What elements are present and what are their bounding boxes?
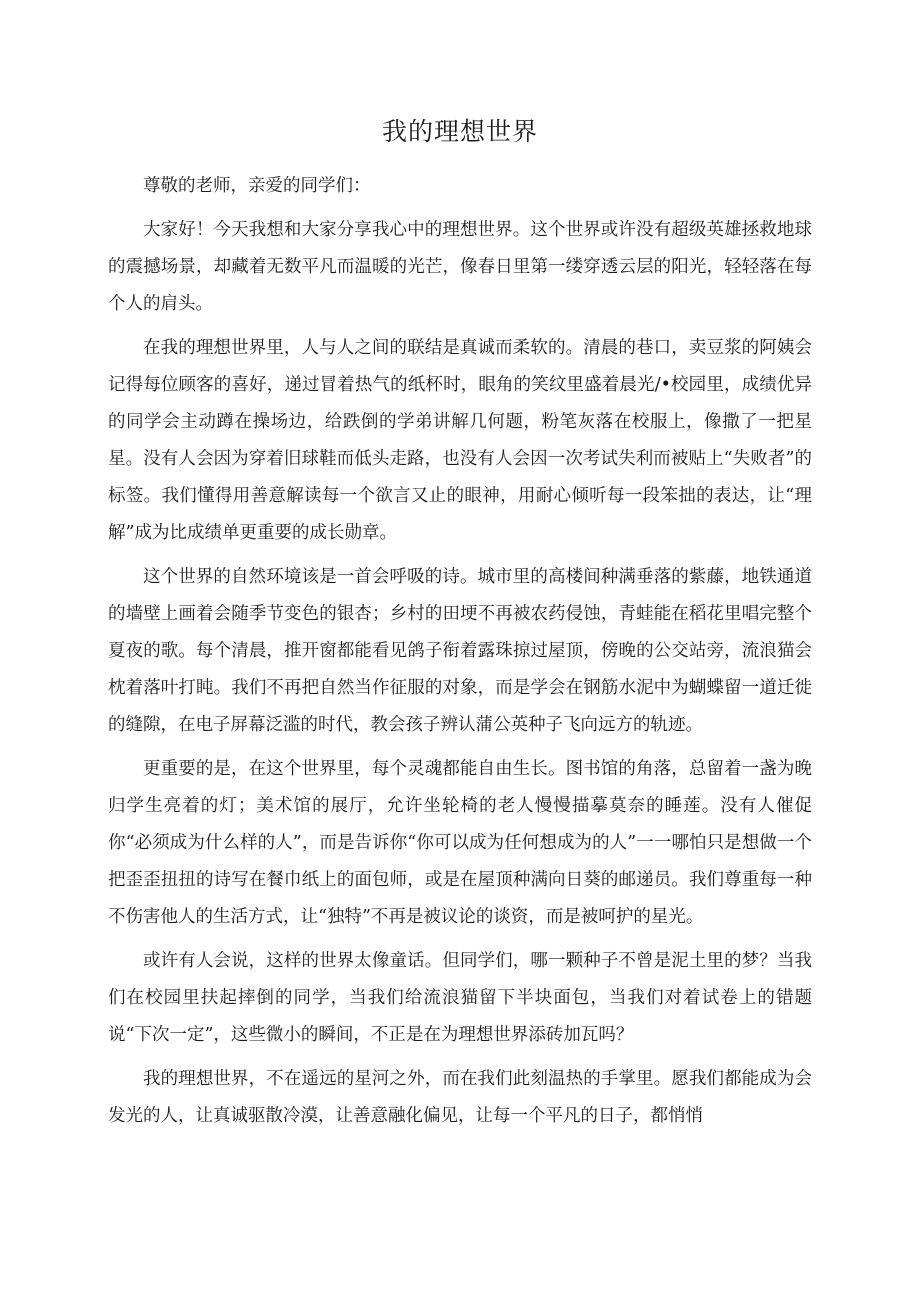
paragraph-2: 在我的理想世界里，人与人之间的联结是真诚而柔软的。清晨的巷口，卖豆浆的阿姨会记得每位顾客的喜好，递过冒着热气的纸杯时，眼角的笑纹里盛着晨光/•校园里，成绩优异的同学会主动蹲在操场边，给跌倒的学弟讲解几何题，粉笔灰落在校服上，像撒了一把星星。没有人会因为穿着旧球鞋而低头走路，也没有人会因一次考试失利而被贴上“失败者”的标签。我们懂得用善意解读每一个欲言又止的眼神，用耐心倾听每一段笨拙的表达，让“理解”成为比成绩单更重要的成长勋章。 xyxy=(108,338,812,543)
document-title: 我的理想世界 xyxy=(381,117,538,146)
paragraph-5: 或许有人会说，这样的世界太像童话。但同学们，哪一颗种子不曾是泥土里的梦？当我们在校园里扶起摔倒的同学，当我们给流浪猫留下半块面包，当我们对着试卷上的错题说“下次一定”，这些微小的瞬间，不正是在为理想世界添砖加瓦吗？ xyxy=(108,951,812,1045)
paragraph-6: 我的理想世界，不在遥远的星河之外，而在我们此刻温热的手掌里。愿我们都能成为会发光的人，让真诚驱散冷漠，让善意融化偏见，让每一个平凡的日子，都悄悄 xyxy=(108,1069,812,1126)
paragraph-3: 这个世界的自然环境该是一首会呼吸的诗。城市里的高楼间种满垂落的紫藤，地铁通道的墙壁上画着会随季节变色的银杏；乡村的田埂不再被农药侵蚀，青蛙能在稻花里唱完整个夏夜的歌。每个清晨，推开窗都能看见鸽子衔着露珠掠过屋顶，傍晚的公交站旁，流浪猫会枕着落叶打盹。我们不再把自然当作征服的对象，而是学会在钢筋水泥中为蝴蝶留一道迁徙的缝隙，在电子屏幕泛滥的时代，教会孩子辨认蒲公英种子飞向远方的轨迹。 xyxy=(108,567,812,735)
paragraph-1: 大家好！今天我想和大家分享我心中的理想世界。这个世界或许没有超级英雄拯救地球的震撼场景，却藏着无数平凡而温暖的光芒，像春日里第一缕穿透云层的阳光，轻轻落在每个人的肩头。 xyxy=(108,220,812,314)
paragraph-4: 更重要的是，在这个世界里，每个灵魂都能自由生长。图书馆的角落，总留着一盏为晚归学生亮着的灯；美术馆的展厅，允许坐轮椅的老人慢慢描摹莫奈的睡莲。没有人催促你“必须成为什么样的人”，而是告诉你“你可以成为任何想成为的人”一一哪怕只是想做一个把歪歪扭扭的诗写在餐巾纸上的面包师，或是在屋顶种满向日葵的邮递员。我们尊重每一种不伤害他人的生活方式，让“独特”不再是被议论的谈资，而是被呵护的星光。 xyxy=(108,759,812,927)
salutation: 尊敬的老师，亲爱的同学们： xyxy=(143,176,371,196)
